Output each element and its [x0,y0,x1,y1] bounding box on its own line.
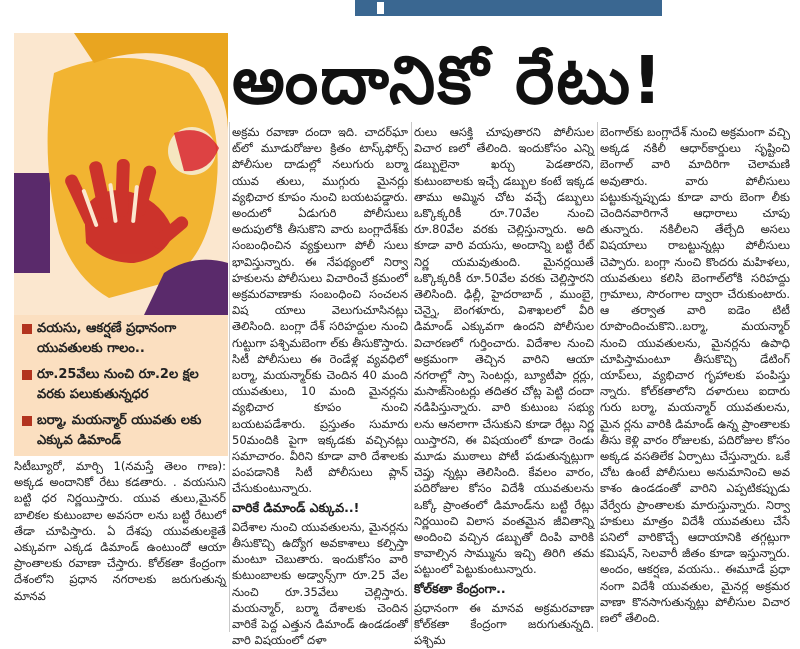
highlight-text: బర్మా, మయన్మార్ యువతు లకు ఎక్కువ డిమాండ్ [37,413,202,448]
newspaper-section-bar [355,0,662,16]
article-paragraph: విదేశాల నుంచి యువతులను, మైనర్లను తీసుకొచ్చి ఉద్యోగ అవకాశాలు కల్పిస్తా మంటూ చెబుతారు. ఇందుకోసం వారి కుటుంబాలకు అడ్వాన్స్‌గా రూ.25 వేల నుంచి రూ.35వేలు చెల్లిస్తారు. మయన్మార్, బర్మా దేశాలకు చెందిన వారికే పెద్ద ఎత్తున డిమాండ్ ఉండడంతో వారి విషయంలో దళా [232,519,408,648]
article-illustration [14,33,228,315]
article-paragraph: ప్రధానంగా ఈ మానవ అక్రమరవాణా కోల్‌కతా కేంద్రంగా జరుగుతున్నది. పశ్చిమ [414,600,594,648]
article-paragraph: అక్రమ రవాణా దందా ఇది. చాదర్‌ఘా ట్‌లో మూడురోజుల క్రితం టాస్క్‌ఫోర్స్ పోలీసుల దాడుల్లో నలుగురు బర్మా యువ తులు, ముగ్గురు మైనర్లు వ్యభిచార కూపం నుంచి బయటపడ్డారు. అందులో ఏడుగురి పోలీసులు అదుపులోకి తీసుకొని వారు బంగ్లాదేశ్‌కు సంబంధించిన వ్యక్తులుగా పోలీ సులు భావిస్తున్నారు. ఈ నేపథ్యంలో నిర్వా హకులను పోలీసులు విచారించే క్రమంలో అక్రమరవాణాకు సంబంధించి సంచలన విష యాలు వెలుగుచూసినట్లు తెలిసింది. బంగ్లా దేశ్ సరిహద్దుల నుంచి గుట్టుగా పశ్చిమబెంగా ల్‌కు తీసుకొస్తారు. సిటీ పోలీసులు ఈ రెండేళ్ల వ్యవధిలో బర్మా, మయన్మార్‌కు చెందిన 40 మంది యువతులు, 10 మంది మైనర్లను వ్యభిచార కూపం నుంచి బయటపడేశారు. ప్రస్తుతం సుమారు 50మందికి పైగా ఇక్కడకు వచ్చినట్లు సమాచారం. వీరిని కూడా వారి దేశాలకు పంపడానికి సిటీ పోలీసులు ప్లాన్ చేసుకుంటున్నారు. [232,125,408,496]
headline: అందానికో రేటు! [232,42,665,119]
article-paragraph: రులు ఆసక్తి చూపుతారని పోలీసుల విచార ణలో తేలింది. ఇందుకోసం ఎన్ని డబ్బులైనా ఖర్చు పెడతారని, కుటుంబాలకు ఇచ్చే డబ్బుల కంటే ఇక్కడ తాము అమ్మిన చోట వచ్చే డబ్బులు ఒక్కొక్కరికీ రూ.70వేల నుంచి రూ.80వేల వరకు చెల్లిస్తున్నారు. అది కూడా వారి వయసు, అందాన్ని బట్టి రేట్ నిర్ణ యమవుతుంది. మైనర్లయితే ఒక్కొక్కరికీ రూ.50వేల వరకు చెల్లిస్తారని తెలిసింది. ఢిల్లీ, హైదరాబాద్ , ముంబై, చెన్నై, బెంగళూరు, విశాఖలలో వీరి డిమాండ్ ఎక్కువగా ఉందని పోలీసుల విచారణలో గుర్తించారు. విదేశాల నుంచి అక్రమంగా తెచ్చిన వారిని ఆయా నగరాల్లో స్పా సెంటర్లు, బ్యూటీపా ర్లర్లు, మసాజ్‌సెంటర్లు తదితర చోట్ల పెట్టి దందా నడిపిస్తున్నారు. వారి కుటుంబ సభ్యు లను ఆనలాగా చేసుకుని కూడా రేట్లు నిర్ణ యిస్తారని, ఈ విషయంలో కూడా రెండు మూడు ముఠాలు పోటీ పడుతున్నట్లుగా చెప్తు న్నట్లు తెలిసింది. కేవలం వారం, పదిరోజుల కోసం విదేశీ యువతులను ఒక్కో ప్రాంతంలో డిమాండ్‌ను బట్టి రేట్లు నిర్ణయించి విలాస వంతమైన జీవితాన్ని అందించి వచ్చిన డబ్బుతో దింపి వారికి కావాల్సిన సామ్మును ఇచ్చి తిరిగి తమ పట్టుంలో పెట్టుకుంటున్నారు. [414,125,594,577]
section-bar-mark [377,2,384,14]
article-column-3 [414,124,594,648]
highlight-text: వయసు, ఆకర్షణే ప్రధానంగా యువతులకు గాలం.. [37,321,177,356]
bullet-square-icon [22,370,32,380]
column-divider [411,122,412,632]
article-column-2 [232,124,408,648]
highlight-text: రూ.25వేలు నుంచి రూ.2ల క్షల వరకు పలుకుతున్నధర [37,367,199,402]
article-paragraph: బెంగాల్‌కు బంగ్లాదేశ్ నుంచి అక్రమంగా వచ్చి అక్కడ నకిలీ ఆధార్‌కార్డులు సృష్టించి బెంగాల్ వారి మాదిరిగా చెలామణి అవుతారు. వారు పోలీసులు పట్టుకున్నప్పుడు కూడా వారు బెంగా లీకు చెందినవారిగానే ఆధారాలు చూపు తున్నారు. నకిలీలని తేల్చేది అసలు విషయాలు రాబట్టున్నట్లు పోలీసులు చెప్పారు. బంగ్లా నుంచి కొందరు మహిళలు, యువతులు కలిసి బెంగాల్‌లోకి సరిహద్దు గ్రామాలు, సొరంగాల ద్వారా చేరుకుంటారు. ఆ తర్వాత వారి ఐడెం టిటీ రూపొందించుకొని..బర్మా, మయన్మార్ నుంచి యువతులను, మైనర్లను ఉపాధి చూపిస్తామంటూ తీసుకొచ్చి డేటింగ్ యాప్‌లు, వ్యభిచార గృహాలకు పంపిస్తు న్నారు. కోల్‌కతాలోని దళారులు ఐదారు గురు బర్మా, మయన్మార్ యువతులను, మైన ర్లను వారికి డిమాండ్ ఉన్న ప్రాంతాలకు తీసు కెళ్లి వారం రోజులకు, పదిరోజుల కోసం అక్కడ వసతిలేక ఏర్పాటు చేస్తున్నారు. ఒకే చోట ఉంటే పోలీసులు అనుమానించి అవ కాశం ఉండడంతో వారిని ఎప్పటికప్పుడు వేర్వేరు ప్రాంతాలకు మారుస్తున్నారు. నిర్వా హకులు మాత్రం విదేశీ యువతులు చేసే పనిలో వారికొచ్చే ఆదాయానికి తగ్గట్లుగా కమిషన్, సెలవారీ జీతం కూడా ఇస్తున్నారు. అందం, ఆకర్షణ, వయసు.. ఈమూడే ప్రధా నంగా విదేశీ యువతుల, మైనర్ల అక్రమర వాణా కొనసాగుతున్నట్లు పోలీసుల విచార ణలో తేలింది. [600,125,790,626]
bullet-square-icon [22,416,32,426]
article-column-1 [14,458,226,634]
bullet-square-icon [22,324,32,334]
highlight-item [22,319,222,359]
article-column-4 [600,124,790,634]
highlights-box [14,315,228,456]
subheading: వారికే డిమాండ్ ఎక్కువ..! [232,499,360,515]
subheading: కోల్‌కతా కేంద్రంగా.. [414,580,506,596]
column-divider [597,122,598,632]
highlight-item [22,365,222,405]
face-with-hand-illustration [14,33,228,315]
article-paragraph: సిటీబ్యూరో, మార్చి 1(నమస్తే తెలం గాణ): అక్కడ అందానికో రేటు కడతారు. . వయసుని బట్టి ధర నిర్ణయిస్తారు. యువ తులు,మైనర్ బాలికల కుటుంబాల అవసరా లను బట్టి రేటులో తేడా చూపిస్తారు. ఏ దేశపు యువతులకైతే ఎక్కువగా ఎక్కడ డిమాండ్ ఉంటుందో ఆయా ప్రాంతాలకు రవాణా చేస్తారు. కోల్‌కతా కేంద్రంగా దేశంలోని ప్రధాన నగరాలకు జరుగుతున్న మానవ [14,459,226,603]
column-divider [229,122,230,632]
highlight-item [22,411,222,451]
